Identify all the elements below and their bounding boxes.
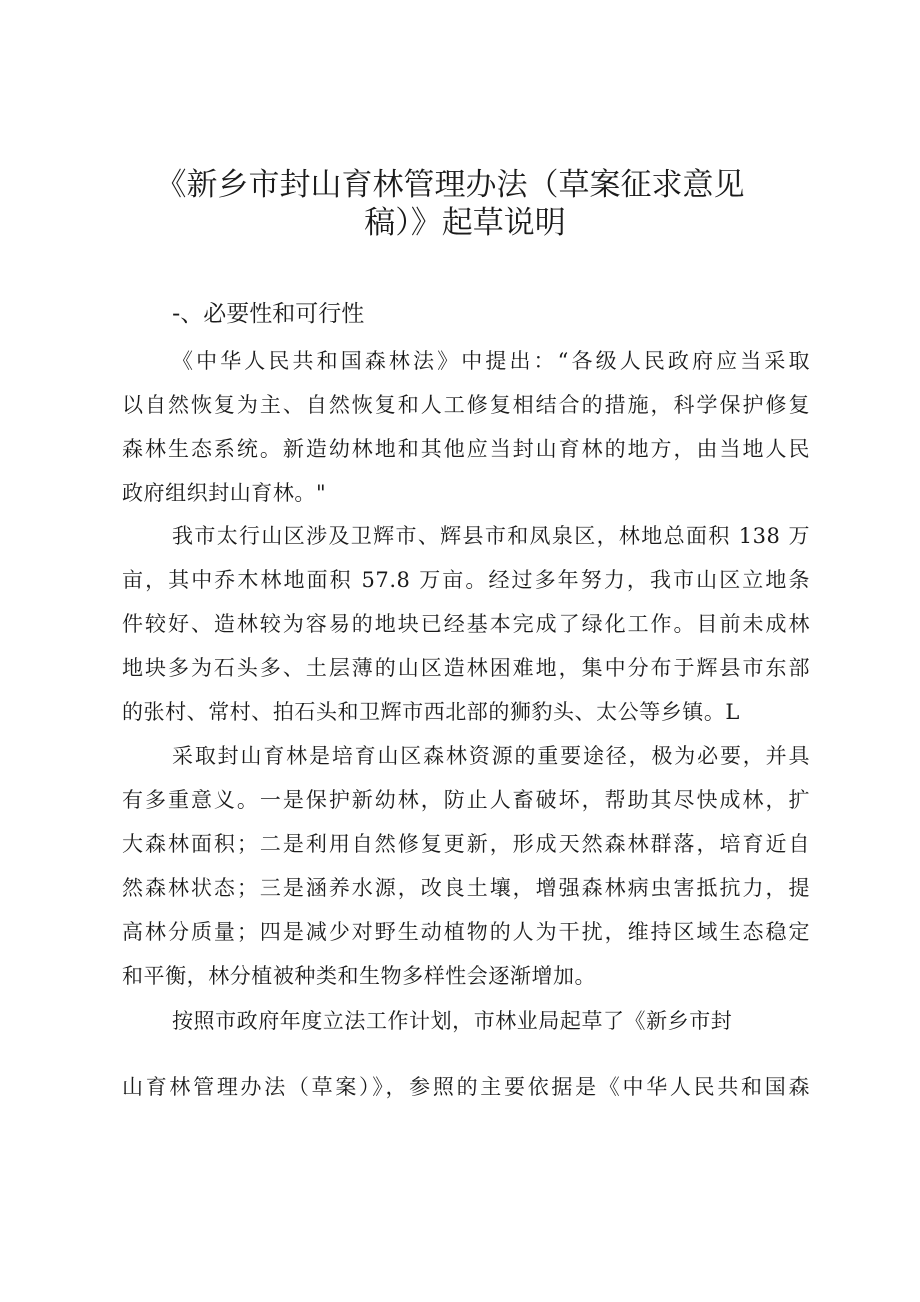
section-heading-necessity: -、必要性和可行性 (172, 301, 365, 327)
paragraph-3-line-1: 采取封山育林是培育山区森林资源的重要途径，极为必要，并具 (172, 744, 810, 768)
paragraph-2-line-1: 我市太行山区涉及卫辉市、辉县市和凤泉区，林地总面积 138 万 (172, 524, 810, 548)
paragraph-3-line-2: 有多重意义。一是保护新幼林，防止人畜破坏，帮助其尽快成林，扩 (122, 788, 810, 812)
paragraph-4-line-1: 按照市政府年度立法工作计划，市林业局起草了《新乡市封 (172, 1009, 733, 1033)
document-title-line-2: 稿）》起草说明 (364, 205, 566, 241)
paragraph-1-line-3: 森林生态系统。新造幼林地和其他应当封山育林的地方，由当地人民 (122, 437, 810, 461)
paragraph-1-line-1: 《中华人民共和国森林法》中提出：“各级人民政府应当采取 (172, 349, 810, 373)
paragraph-3-line-5: 高林分质量；四是减少对野生动植物的人为干扰，维持区域生态稳定 (122, 920, 810, 944)
paragraph-3-line-6: 和平衡，林分植被种类和生物多样性会逐渐增加。 (122, 964, 597, 988)
paragraph-3-line-3: 大森林面积；二是利用自然修复更新，形成天然森林群落，培育近自 (122, 832, 810, 856)
paragraph-1-line-2: 以自然恢复为主、自然恢复和人工修复相结合的措施，科学保护修复 (122, 393, 810, 417)
paragraph-2-line-5: 的张村、常村、拍石头和卫辉市西北部的狮豹头、太公等乡镇。L (122, 700, 740, 724)
paragraph-2-line-3: 件较好、造林较为容易的地块已经基本完成了绿化工作。目前未成林 (122, 612, 810, 636)
paragraph-1-line-4: 政府组织封山育林。" (122, 481, 327, 505)
paragraph-2-line-4: 地块多为石头多、土层薄的山区造林困难地，集中分布于辉县市东部 (122, 656, 810, 680)
document-title-line-1: 《新乡市封山育林管理办法（草案征求意见 (155, 167, 745, 203)
paragraph-3-line-4: 然森林状态；三是涵养水源，改良土壤，增强森林病虫害抵抗力，提 (122, 876, 810, 900)
paragraph-2-line-2: 亩，其中乔木林地面积 57.8 万亩。经过多年努力，我市山区立地条 (122, 568, 810, 592)
paragraph-4-line-2: 山育林管理办法（草案）》，参照的主要依据是《中华人民共和国森 (122, 1075, 810, 1099)
